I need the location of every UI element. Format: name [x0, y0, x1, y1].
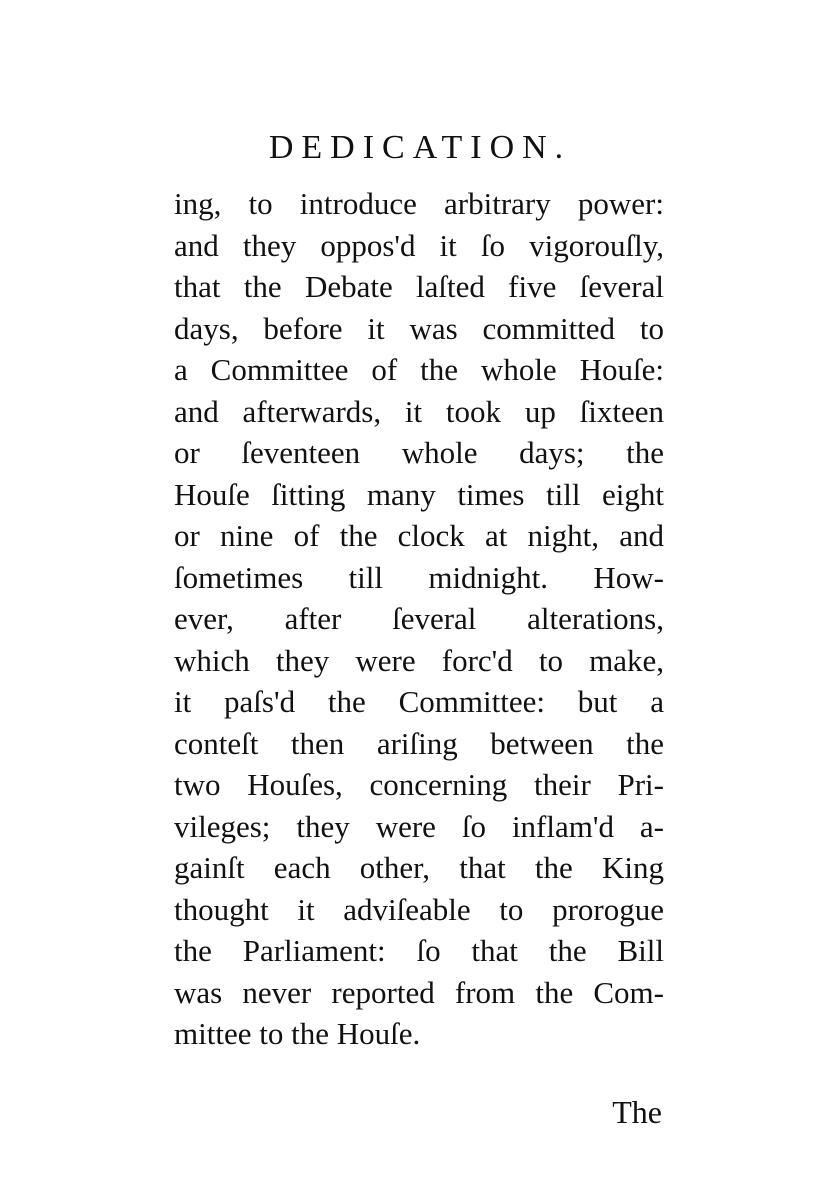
text-line: the Parliament: ſo that the Bill: [174, 933, 664, 968]
text-line: that the Debate laſted five ſeveral: [174, 269, 664, 304]
text-line: ever, after ſeveral alterations,: [174, 601, 664, 636]
text-line: two Houſes, concerning their Pri-: [174, 767, 664, 802]
text-line: was never reported from the Com-: [174, 974, 664, 1010]
text-line: ing, to introduce arbitrary power:: [174, 186, 664, 221]
body-text: [174, 183, 664, 1055]
text-line: vileges; they were ſo inflam'd a-: [174, 808, 664, 844]
text-line: conteſt then ariſing between the: [174, 725, 664, 761]
text-line: or ſeventeen whole days; the: [174, 435, 664, 470]
text-line: mittee to the Houſe.: [174, 1016, 421, 1051]
text-line: and they oppos'd it ſo vigorouſly,: [174, 227, 664, 263]
text-line: a Committee of the whole Houſe:: [174, 352, 664, 387]
text-line: thought it adviſeable to prorogue: [174, 891, 664, 927]
text-line: which they were forc'd to make,: [174, 642, 664, 678]
text-line: and afterwards, it took up ſixteen: [174, 393, 664, 429]
text-line: or nine of the clock at night, and: [174, 518, 664, 553]
running-head: DEDICATION.: [268, 129, 572, 166]
text-line: Houſe ſitting many times till eight: [174, 476, 664, 512]
catchword: The: [612, 1094, 662, 1130]
text-line: it paſs'd the Committee: but a: [174, 684, 664, 719]
text-line: days, before it was committed to: [174, 310, 664, 346]
text-line: gainſt each other, that the King: [174, 850, 664, 885]
text-line: ſometimes till midnight. How-: [174, 559, 664, 595]
